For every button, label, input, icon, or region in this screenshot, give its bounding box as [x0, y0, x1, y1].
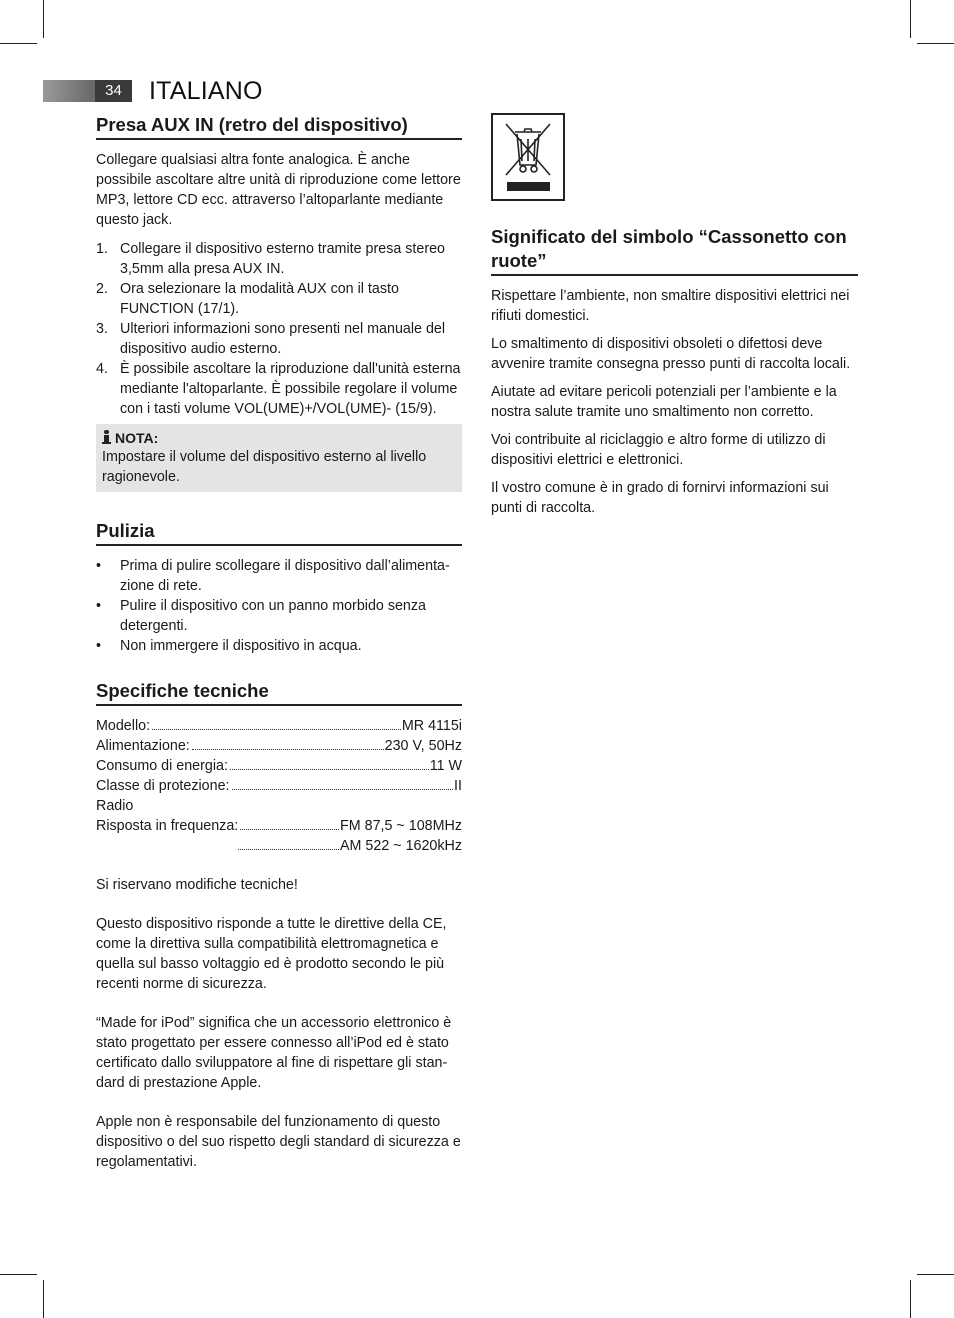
specs-heading: Specifiche tecniche — [96, 679, 462, 706]
aux-heading: Presa AUX IN (retro del dispositivo) — [96, 113, 462, 140]
step-number: 3. — [96, 321, 108, 337]
step-text: Collegare il dispositivo esterno tramite presa stereo 3,5mm alla presa AUX IN. — [120, 241, 446, 277]
note-header — [102, 429, 456, 447]
spec-row — [96, 836, 462, 856]
spec-row — [96, 716, 462, 736]
language-title: ITALIANO — [149, 77, 263, 105]
info-icon — [102, 430, 111, 444]
weee-heading: Significato del simbolo “Cassonetto con ruote” — [491, 225, 858, 276]
spec-row — [96, 756, 462, 776]
list-item — [96, 359, 462, 419]
list-item — [96, 596, 462, 636]
list-item-text: Non immergere il dispositivo in acqua. — [120, 638, 362, 654]
cleaning-list — [96, 556, 462, 656]
right-column — [491, 113, 858, 518]
crossed-out-bin-icon — [493, 115, 563, 199]
reserve-note: Si riservano modifiche tecniche! — [96, 877, 298, 893]
spec-label: Risposta in frequenza: — [96, 818, 239, 834]
spec-value: AM 522 ~ 1620kHz — [340, 838, 462, 854]
crop-mark-bottom-right-v — [910, 1280, 911, 1318]
spec-row — [96, 776, 462, 796]
spec-value: 230 V, 50Hz — [384, 738, 462, 754]
weee-paragraph: Il vostro comune è in grado di fornirvi informazioni sui punti di raccolta. — [491, 480, 829, 516]
list-item — [96, 279, 462, 319]
step-text: È possibile ascoltare la riproduzione dall'unità esterna mediante l'altoparlante. È possibile regolare il volume con i tasti volume VOL(UME)+/VOL(UME)- (15/9). — [120, 361, 461, 417]
crop-mark-top-right-h — [917, 43, 954, 44]
step-number: 4. — [96, 361, 108, 377]
aux-intro: Collegare qualsiasi altra fonte analogica. È anche possibile ascoltare altre unità di riproduzione come lettore MP3, lettore CD ecc. attraverso l’altoparlante mediante questo jack. — [96, 152, 461, 228]
specs-table — [96, 716, 462, 856]
weee-paragraph: Lo smaltimento di dispositivi obsoleti o difettosi deve avvenire tramite consegna presso punti di raccolta locali. — [491, 336, 851, 372]
crop-mark-bottom-left-h — [0, 1274, 37, 1275]
list-item — [96, 239, 462, 279]
spec-value: II — [454, 778, 462, 794]
step-text: Ora selezionare la modalità AUX con il tasto FUNCTION (17/1). — [120, 281, 399, 317]
crop-mark-bottom-right-h — [917, 1274, 954, 1275]
spec-row — [96, 816, 462, 836]
left-column — [96, 113, 462, 1172]
note-box — [96, 424, 462, 492]
cleaning-heading: Pulizia — [96, 519, 462, 546]
spec-label: Alimentazione: — [96, 738, 190, 754]
spec-row — [96, 736, 462, 756]
step-text: Ulteriori informazioni sono presenti nel manuale del dispositivo audio esterno. — [120, 321, 446, 357]
weee-paragraph: Voi contribuite al riciclaggio e altro forme di utilizzo di dispositivi elettrici e elettronici. — [491, 432, 826, 468]
list-item-text: Prima di pulire scollegare il dispositivo dall’alimenta-zione di rete. — [120, 558, 450, 594]
bullet: • — [96, 558, 102, 574]
spec-value: MR 4115i — [401, 718, 462, 734]
spec-value: 11 W — [429, 758, 462, 774]
ipod-paragraph: “Made for iPod” significa che un accessorio elettronico è stato progettato per essere connesso all’iPod ed è stato certificato dallo sviluppatore al fine di rispettare gli stan-dard di prestazione Apple. — [96, 1015, 452, 1091]
weee-paragraph: Rispettare l’ambiente, non smaltire dispositivi elettrici nei rifiuti domestici. — [491, 288, 850, 324]
weee-symbol — [491, 113, 565, 201]
note-label: NOTA: — [115, 430, 159, 446]
spec-label: Classe di protezione: — [96, 778, 230, 794]
crop-mark-bottom-left-v — [43, 1280, 44, 1318]
aux-steps — [96, 239, 462, 419]
note-text: Impostare il volume del dispositivo esterno al livello ragionevole. — [102, 449, 427, 485]
list-item — [96, 556, 462, 596]
radio-label: Radio — [96, 798, 134, 814]
list-item — [96, 319, 462, 359]
spec-label: Modello: — [96, 718, 151, 734]
crop-mark-top-left-v — [43, 0, 44, 38]
list-item-text: Pulire il dispositivo con un panno morbido senza detergenti. — [120, 598, 426, 634]
spec-label: Consumo di energia: — [96, 758, 228, 774]
weee-paragraph: Aiutate ad evitare pericoli potenziali per l’ambiente e la nostra salute tramite uno smaltimento non corretto. — [491, 384, 837, 420]
page-number: 34 — [95, 80, 132, 102]
bullet: • — [96, 638, 102, 654]
apple-paragraph: Apple non è responsabile del funzionamento di questo dispositivo o del suo rispetto degli standard di sicurezza e regolamentativi. — [96, 1114, 461, 1170]
spec-value: FM 87,5 ~ 108MHz — [340, 818, 462, 834]
step-number: 1. — [96, 241, 108, 257]
list-item — [96, 636, 462, 656]
crop-mark-top-left-h — [0, 43, 37, 44]
bullet: • — [96, 598, 102, 614]
crop-mark-top-right-v — [910, 0, 911, 38]
step-number: 2. — [96, 281, 108, 297]
ce-paragraph: Questo dispositivo risponde a tutte le direttive della CE, come la direttiva sulla compatibilità elettromagnetica e quella sul basso voltaggio ed è prodotto secondo le più recenti norme di sicurezza. — [96, 916, 447, 992]
